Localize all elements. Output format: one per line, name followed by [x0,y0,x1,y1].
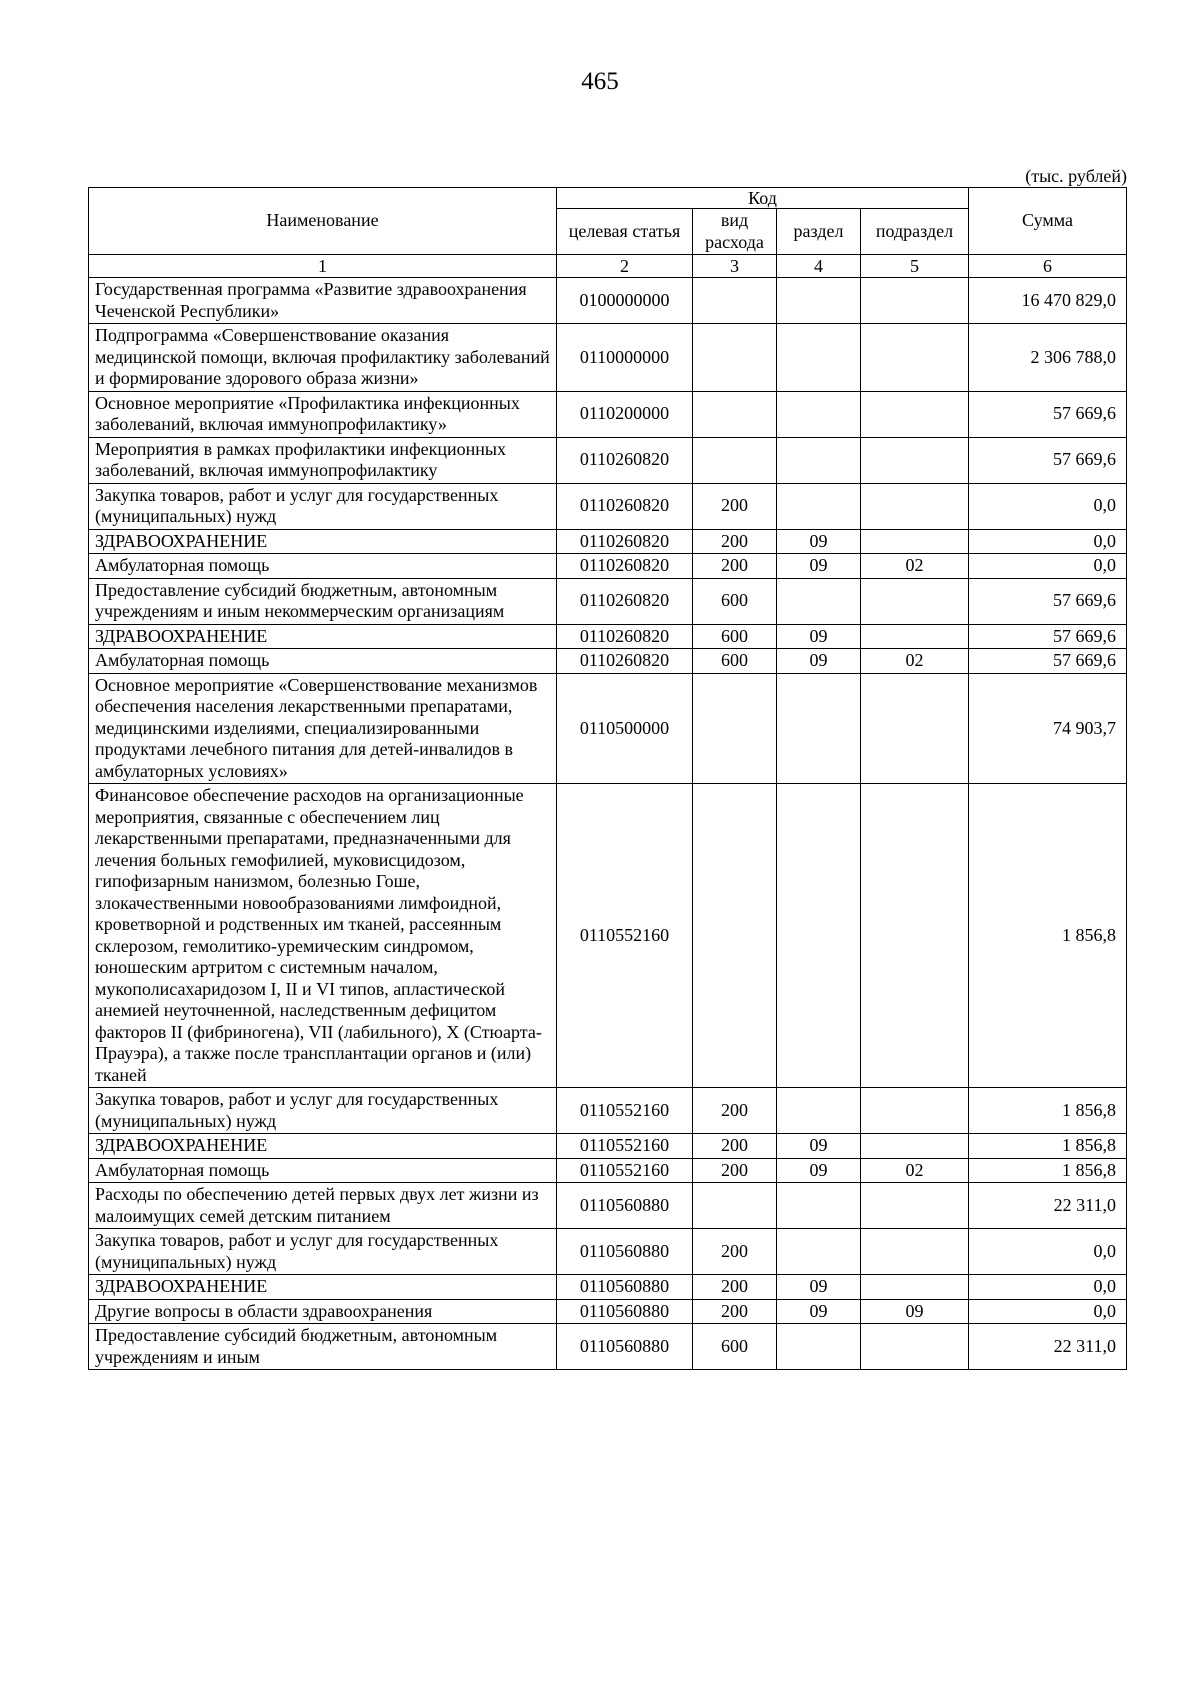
cell-sum: 57 669,6 [969,437,1127,483]
header-name: Наименование [89,188,557,255]
cell-target-code: 0110260820 [557,578,693,624]
cell-name: Другие вопросы в области здравоохранения [89,1299,557,1324]
cell-subsection [861,1275,969,1300]
cell-subsection [861,784,969,1088]
cell-sum: 57 669,6 [969,624,1127,649]
cell-target-code: 0110260820 [557,483,693,529]
table-row [89,1134,1127,1159]
cell-expense-type [693,278,777,324]
cell-expense-type: 200 [693,1229,777,1275]
cell-target-code: 0110560880 [557,1299,693,1324]
cell-subsection [861,529,969,554]
cell-target-code: 0110500000 [557,673,693,784]
cell-sum: 1 856,8 [969,1088,1127,1134]
header-section: раздел [777,209,861,255]
cell-subsection [861,624,969,649]
table-row [89,437,1127,483]
cell-sum: 2 306 788,0 [969,324,1127,392]
cell-target-code: 0110560880 [557,1324,693,1370]
cell-section: 09 [777,1158,861,1183]
cell-sum: 16 470 829,0 [969,278,1127,324]
cell-target-code: 0110260820 [557,529,693,554]
header-sum: Сумма [969,188,1127,255]
cell-section [777,391,861,437]
table-row [89,578,1127,624]
table-row [89,324,1127,392]
cell-expense-type [693,784,777,1088]
cell-target-code: 0100000000 [557,278,693,324]
cell-section: 09 [777,1299,861,1324]
header-target: целевая статья [557,209,693,255]
cell-section: 09 [777,649,861,674]
cell-sum: 57 669,6 [969,578,1127,624]
cell-subsection [861,1134,969,1159]
cell-section [777,1088,861,1134]
cell-name: Государственная программа «Развитие здравоохранения Чеченской Республики» [89,278,557,324]
cell-target-code: 0110552160 [557,1158,693,1183]
cell-subsection: 02 [861,649,969,674]
cell-target-code: 0110560880 [557,1275,693,1300]
table-body [89,278,1127,1370]
col-index: 6 [969,255,1127,278]
col-index: 3 [693,255,777,278]
table-row [89,1183,1127,1229]
cell-name: Закупка товаров, работ и услуг для государственных (муниципальных) нужд [89,1088,557,1134]
cell-subsection [861,483,969,529]
cell-expense-type: 200 [693,1275,777,1300]
cell-expense-type [693,391,777,437]
cell-sum: 1 856,8 [969,1134,1127,1159]
cell-sum: 0,0 [969,1229,1127,1275]
cell-section [777,1324,861,1370]
cell-sum: 57 669,6 [969,649,1127,674]
cell-sum: 22 311,0 [969,1324,1127,1370]
cell-target-code: 0110000000 [557,324,693,392]
cell-name: ЗДРАВООХРАНЕНИЕ [89,1275,557,1300]
table-row [89,649,1127,674]
cell-expense-type [693,324,777,392]
cell-target-code: 0110200000 [557,391,693,437]
table-row [89,1088,1127,1134]
cell-sum: 1 856,8 [969,784,1127,1088]
cell-target-code: 0110560880 [557,1229,693,1275]
table-row [89,1324,1127,1370]
cell-section [777,324,861,392]
cell-subsection: 09 [861,1299,969,1324]
cell-subsection: 02 [861,554,969,579]
col-index: 5 [861,255,969,278]
cell-name: Закупка товаров, работ и услуг для государственных (муниципальных) нужд [89,483,557,529]
cell-name: Закупка товаров, работ и услуг для государственных (муниципальных) нужд [89,1229,557,1275]
col-index: 1 [89,255,557,278]
cell-subsection [861,437,969,483]
cell-expense-type [693,673,777,784]
cell-target-code: 0110260820 [557,649,693,674]
cell-expense-type: 200 [693,483,777,529]
cell-expense-type: 200 [693,529,777,554]
cell-name: Основное мероприятие «Профилактика инфекционных заболеваний, включая иммунопрофилактику» [89,391,557,437]
cell-subsection [861,578,969,624]
cell-sum: 22 311,0 [969,1183,1127,1229]
cell-expense-type: 200 [693,1088,777,1134]
header-subsection: подраздел [861,209,969,255]
cell-name: ЗДРАВООХРАНЕНИЕ [89,529,557,554]
table-row [89,1275,1127,1300]
cell-sum: 0,0 [969,529,1127,554]
units-label: (тыс. рублей) [1025,166,1127,186]
cell-section [777,437,861,483]
cell-name: Предоставление субсидий бюджетным, автономным учреждениям и иным некоммерческим организациям [89,578,557,624]
cell-section [777,483,861,529]
cell-sum: 57 669,6 [969,391,1127,437]
cell-subsection [861,391,969,437]
cell-target-code: 0110552160 [557,1134,693,1159]
cell-name: ЗДРАВООХРАНЕНИЕ [89,624,557,649]
header-row-1 [89,188,1127,209]
cell-expense-type: 200 [693,1158,777,1183]
cell-expense-type: 600 [693,578,777,624]
budget-table [88,187,1127,1370]
cell-name: Расходы по обеспечению детей первых двух лет жизни из малоимущих семей детским питанием [89,1183,557,1229]
cell-section: 09 [777,529,861,554]
cell-target-code: 0110552160 [557,1088,693,1134]
table-row [89,624,1127,649]
table-row [89,554,1127,579]
cell-section [777,784,861,1088]
cell-subsection [861,324,969,392]
cell-target-code: 0110552160 [557,784,693,1088]
cell-name: Предоставление субсидий бюджетным, автономным учреждениям и иным [89,1324,557,1370]
table-row [89,784,1127,1088]
cell-section [777,278,861,324]
cell-section: 09 [777,1275,861,1300]
cell-name: ЗДРАВООХРАНЕНИЕ [89,1134,557,1159]
cell-target-code: 0110560880 [557,1183,693,1229]
page-number: 465 [581,68,619,95]
cell-name: Амбулаторная помощь [89,649,557,674]
cell-subsection [861,1229,969,1275]
cell-section [777,1229,861,1275]
cell-expense-type [693,437,777,483]
col-index: 4 [777,255,861,278]
cell-sum: 0,0 [969,1275,1127,1300]
cell-expense-type [693,1183,777,1229]
cell-expense-type: 200 [693,554,777,579]
cell-subsection [861,673,969,784]
cell-name: Финансовое обеспечение расходов на организационные мероприятия, связанные с обеспечением лиц лекарственными препаратами, предназначенными для лечения больных гемофилией, муковисцидозом, гипофизарным нанизмом, болезнью Гоше, злокачественными новообразованиями лимфоидной, кроветворной и родственных им тканей, рассеянным склерозом, гемолитико-уремическим синдромом, юношеским артритом с системным началом, мукополисахаридозом I, II и VI типов, апластической анемией неуточненной, наследственным дефицитом факторов II (фибриногена), VII (лабильного), X (Стюарта-Прауэра), а также после трансплантации органов и (или) тканей [89,784,557,1088]
cell-target-code: 0110260820 [557,624,693,649]
cell-subsection [861,1183,969,1229]
cell-subsection [861,1324,969,1370]
table-row [89,391,1127,437]
cell-target-code: 0110260820 [557,437,693,483]
header-kod: Код [557,188,969,209]
header-index-row [89,255,1127,278]
cell-subsection [861,1088,969,1134]
table-row [89,483,1127,529]
cell-sum: 0,0 [969,554,1127,579]
cell-section: 09 [777,554,861,579]
table-row [89,673,1127,784]
header-exp-type: вид расхода [693,209,777,255]
cell-name: Амбулаторная помощь [89,554,557,579]
cell-section [777,673,861,784]
cell-expense-type: 600 [693,1324,777,1370]
cell-sum: 0,0 [969,483,1127,529]
cell-expense-type: 600 [693,624,777,649]
cell-subsection [861,278,969,324]
cell-sum: 1 856,8 [969,1158,1127,1183]
cell-target-code: 0110260820 [557,554,693,579]
table-row [89,1229,1127,1275]
cell-name: Подпрограмма «Совершенствование оказания медицинской помощи, включая профилактику заболеваний и формирование здорового образа жизни» [89,324,557,392]
table-row [89,278,1127,324]
col-index: 2 [557,255,693,278]
cell-subsection: 02 [861,1158,969,1183]
table-row [89,1299,1127,1324]
table-row [89,1158,1127,1183]
cell-expense-type: 600 [693,649,777,674]
cell-sum: 0,0 [969,1299,1127,1324]
cell-expense-type: 200 [693,1134,777,1159]
cell-section [777,578,861,624]
table-row [89,529,1127,554]
cell-section: 09 [777,1134,861,1159]
cell-section [777,1183,861,1229]
cell-name: Мероприятия в рамках профилактики инфекционных заболеваний, включая иммунопрофилактику [89,437,557,483]
cell-sum: 74 903,7 [969,673,1127,784]
cell-name: Основное мероприятие «Совершенствование механизмов обеспечения населения лекарственными препаратами, медицинскими изделиями, специализированными продуктами лечебного питания для детей-инвалидов в амбулаторных условиях» [89,673,557,784]
cell-expense-type: 200 [693,1299,777,1324]
cell-section: 09 [777,624,861,649]
cell-name: Амбулаторная помощь [89,1158,557,1183]
